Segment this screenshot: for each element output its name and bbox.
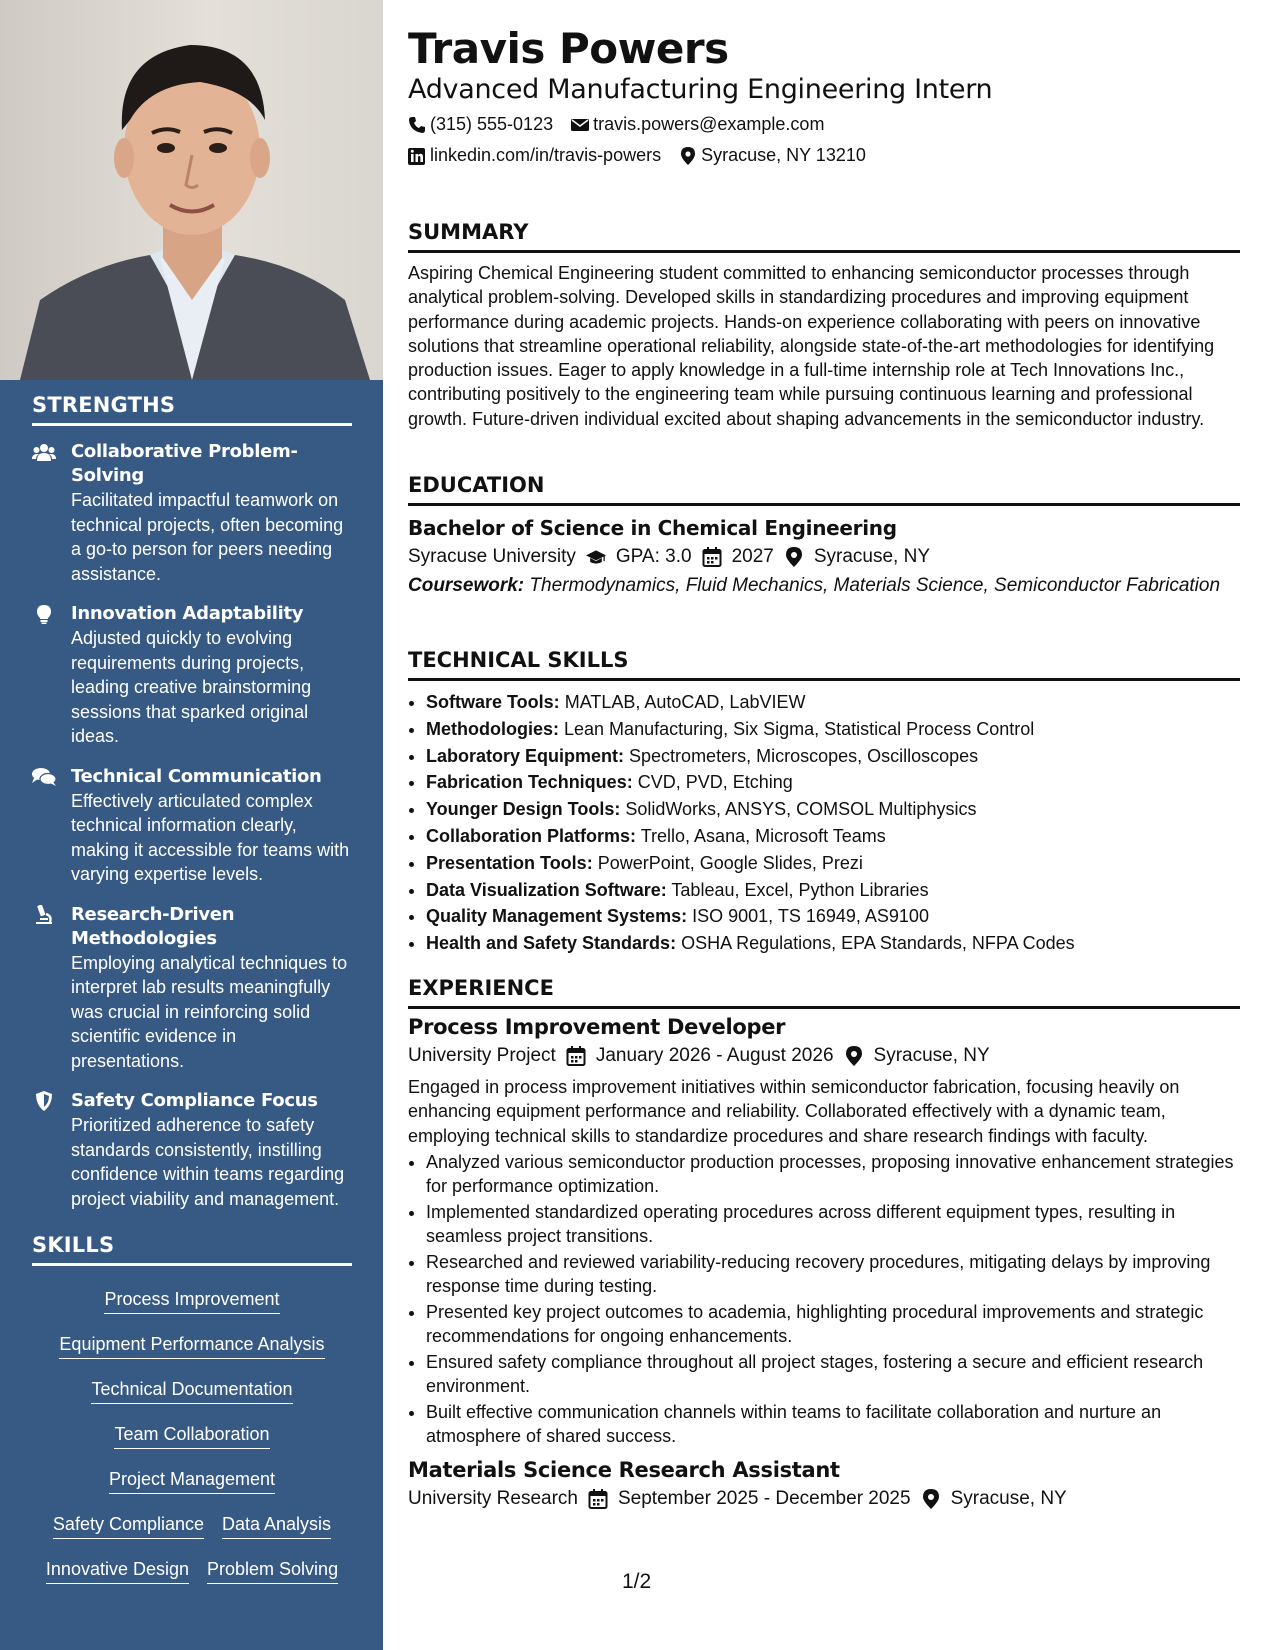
job-bullet: • Presented key project outcomes to academia, highlighting procedural improvements and strategic recommendations for ongoing enhancements. (426, 1300, 1240, 1348)
tech-skill-value: CVD, PVD, Etching (637, 772, 793, 793)
lightbulb-icon (32, 604, 56, 624)
tech-skill-value: ISO 9001, TS 16949, AS9100 (692, 906, 929, 927)
job-meta (408, 1045, 1240, 1067)
tech-skill-item (426, 823, 1240, 850)
tech-skill-value: SolidWorks, ANSYS, COMSOL Multiphysics (625, 799, 977, 820)
tech-skill-label: Collaboration Platforms: (426, 825, 637, 846)
phone-icon (408, 116, 426, 134)
job-bullet: • Ensured safety compliance throughout all project stages, fostering a secure and efficient research environment. (426, 1350, 1240, 1398)
profile-photo-illustration (0, 0, 383, 380)
strength-item (32, 765, 352, 887)
job-bullet: • Analyzed various semiconductor production processes, proposing innovative enhancement strategies for performance optimization. (426, 1150, 1240, 1198)
profile-photo (0, 0, 383, 380)
skill-tag: Project Management (109, 1467, 275, 1494)
map-pin-icon (784, 547, 804, 567)
map-pin-icon (679, 147, 697, 165)
job-location: Syracuse, NY (950, 1487, 1067, 1509)
technical-skills-section (408, 648, 1240, 957)
tech-skill-item (426, 877, 1240, 904)
technical-skills-heading: TECHNICAL SKILLS (408, 648, 1240, 681)
summary-section (408, 220, 1240, 431)
tech-skill-value: Trello, Asana, Microsoft Teams (640, 825, 886, 846)
strength-title: Research-Driven Methodologies (71, 903, 235, 949)
tech-skill-value: PowerPoint, Google Slides, Prezi (597, 852, 863, 873)
tech-skill-label: Software Tools: (426, 692, 560, 712)
job-title: Materials Science Research Assistant (408, 1457, 840, 1482)
map-pin-icon (921, 1489, 941, 1509)
tech-skill-label: Methodologies: (426, 718, 559, 739)
tech-skill-value: MATLAB, AutoCAD, LabVIEW (564, 692, 806, 712)
phone-text: (315) 555-0123 (430, 114, 554, 134)
strength-description: Adjusted quickly to evolving requirements during projects, leading creative brainstorming sessions that sparked original ideas. (71, 628, 312, 746)
tech-skill-item (426, 743, 1240, 770)
job-bullet: • Implemented standardized operating procedures across different equipment types, resulting in seamless project transitions. (426, 1200, 1240, 1248)
job-location: Syracuse, NY (873, 1045, 990, 1066)
coursework (408, 574, 1240, 598)
candidate-role: Advanced Manufacturing Engineering Intern (408, 74, 993, 105)
graduation-year: 2027 (731, 546, 774, 567)
contact-row (408, 145, 866, 166)
email-contact[interactable] (571, 114, 824, 135)
summary-heading: SUMMARY (408, 220, 1240, 253)
tech-skill-item (426, 850, 1240, 877)
strength-item (32, 602, 352, 749)
strength-title: Innovation Adaptability (71, 603, 304, 624)
coursework-list: Thermodynamics, Fluid Mechanics, Materials Science, Semiconductor Fabrication (529, 575, 1221, 596)
skill-tag: Data Analysis (222, 1512, 331, 1539)
tech-skill-item (426, 689, 1240, 716)
skill-tag: Safety Compliance (53, 1512, 204, 1539)
skill-tag: Technical Documentation (91, 1377, 292, 1404)
summary-text: Aspiring Chemical Engineering student committed to enhancing semiconductor processes through analytical problem-solving. Developed skills in standardizing procedures and improving equipment performance during academic projects. Hands-on experience collaborating with peers on innovative solutions that streamline operational reliability, alongside state-of-the-art methodologies for identifying production issues. Eager to apply knowledge in a full-time internship role at Tech Innovations Inc., contributing positively to the engineering team while pursuing continuous learning and professional growth. Future-driven individual excited about shaping advancements in the semiconductor industry. (408, 263, 1215, 429)
gpa-text: GPA: 3.0 (615, 546, 692, 567)
strength-description: Facilitated impactful teamwork on technical projects, often becoming a go-to person for peers needing assistance. (71, 490, 344, 584)
email-text: travis.powers@example.com (593, 114, 825, 134)
candidate-name: Travis Powers (408, 24, 729, 73)
linkedin-contact[interactable] (408, 145, 661, 166)
job-entry (408, 1458, 1240, 1510)
school-location: Syracuse, NY (813, 546, 931, 567)
tech-skill-label: Laboratory Equipment: (426, 745, 625, 766)
strength-title: Collaborative Problem-Solving (71, 441, 298, 486)
education-meta (408, 546, 1240, 568)
job-entry (408, 1015, 1240, 1448)
skill-tag: Process Improvement (104, 1287, 279, 1314)
job-title: Process Improvement Developer (408, 1015, 786, 1039)
job-bullet: • Researched and reviewed variability-reducing recovery procedures, mitigating delays by improving response time during testing. (426, 1250, 1240, 1298)
skills-heading: SKILLS (32, 1233, 352, 1266)
location-contact (679, 145, 866, 166)
skill-tag: Team Collaboration (114, 1422, 269, 1449)
tech-skill-value: OSHA Regulations, EPA Standards, NFPA Codes (681, 933, 1075, 954)
school-name: Syracuse University (408, 546, 576, 567)
tech-skill-value: Lean Manufacturing, Six Sigma, Statistical Process Control (564, 718, 1035, 739)
skill-tag: Problem Solving (207, 1557, 338, 1584)
job-summary: Engaged in process improvement initiatives within semiconductor fabrication, focusing heavily on enhancing equipment performance and reliability. Collaborated effectively with a dynamic team, employing technical skills to standardize procedures and share research findings with faculty. (408, 1077, 1180, 1146)
tech-skill-value: Spectrometers, Microscopes, Oscilloscopes (629, 745, 979, 766)
strength-item (32, 1089, 352, 1211)
job-org: University Project (408, 1045, 556, 1066)
strengths-list (32, 440, 352, 1211)
page-number: 1/2 (622, 1570, 652, 1593)
tech-skill-item (426, 903, 1240, 930)
degree-title: Bachelor of Science in Chemical Engineering (408, 516, 897, 540)
job-bullet: • Built effective communication channels within teams to facilitate collaboration and nurture an atmosphere of shared success. (426, 1400, 1240, 1448)
comments-icon (32, 767, 56, 787)
job-org: University Research (408, 1487, 578, 1509)
tech-skill-value: Tableau, Excel, Python Libraries (671, 879, 929, 900)
strength-item (32, 903, 352, 1074)
strength-title: Technical Communication (71, 765, 322, 787)
graduation-cap-icon (586, 547, 606, 567)
experience-heading: EXPERIENCE (408, 976, 1240, 1009)
shield-icon (32, 1091, 56, 1111)
strength-item (32, 440, 352, 586)
technical-skills-list (408, 689, 1240, 957)
skill-tag: Innovative Design (46, 1557, 189, 1584)
users-icon (32, 442, 56, 462)
job-meta (408, 1488, 1240, 1510)
envelope-icon (571, 116, 589, 134)
tech-skill-label: Data Visualization Software: (426, 879, 667, 900)
tech-skill-label: Presentation Tools: (426, 852, 593, 873)
strength-description: Prioritized adherence to safety standards consistently, instilling confidence within teams regarding project viability and management. (71, 1115, 345, 1209)
job-bullets (408, 1150, 1240, 1448)
tech-skill-item (426, 930, 1240, 957)
education-section (408, 473, 1240, 598)
skills-section (32, 1233, 352, 1593)
skills-list (32, 1278, 352, 1593)
experience-section (408, 976, 1240, 1510)
strengths-heading: STRENGTHS (32, 393, 352, 426)
tech-skill-item (426, 796, 1240, 823)
calendar-icon (588, 1489, 608, 1509)
calendar-icon (566, 1046, 586, 1066)
job-dates: January 2026 - August 2026 (595, 1045, 834, 1066)
tech-skill-label: Fabrication Techniques: (426, 772, 633, 793)
strength-description: Effectively articulated complex technical information clearly, making it accessible for teams with varying expertise levels. (71, 790, 350, 884)
coursework-label: Coursework: (408, 575, 525, 596)
job-dates: September 2025 - December 2025 (618, 1487, 911, 1509)
phone-contact (408, 114, 553, 135)
map-pin-icon (844, 1046, 864, 1066)
strength-description: Employing analytical techniques to interpret lab results meaningfully was crucial in reinforcing solid scientific evidence in presentations. (71, 952, 348, 1071)
calendar-icon (702, 547, 722, 567)
tech-skill-label: Quality Management Systems: (426, 906, 688, 927)
tech-skill-label: Health and Safety Standards: (426, 933, 677, 954)
location-text: Syracuse, NY 13210 (701, 145, 866, 165)
skill-tag: Equipment Performance Analysis (59, 1332, 324, 1359)
sidebar (0, 0, 383, 1650)
linkedin-text: linkedin.com/in/travis-powers (430, 145, 662, 165)
contact-row (408, 114, 824, 135)
strength-title: Safety Compliance Focus (71, 1090, 318, 1111)
linkedin-icon (408, 147, 426, 165)
strengths-section (32, 393, 352, 1211)
tech-skill-item (426, 716, 1240, 743)
education-heading: EDUCATION (408, 473, 1240, 506)
tech-skill-label: Younger Design Tools: (426, 799, 621, 820)
tech-skill-item (426, 769, 1240, 796)
microscope-icon (32, 905, 56, 925)
